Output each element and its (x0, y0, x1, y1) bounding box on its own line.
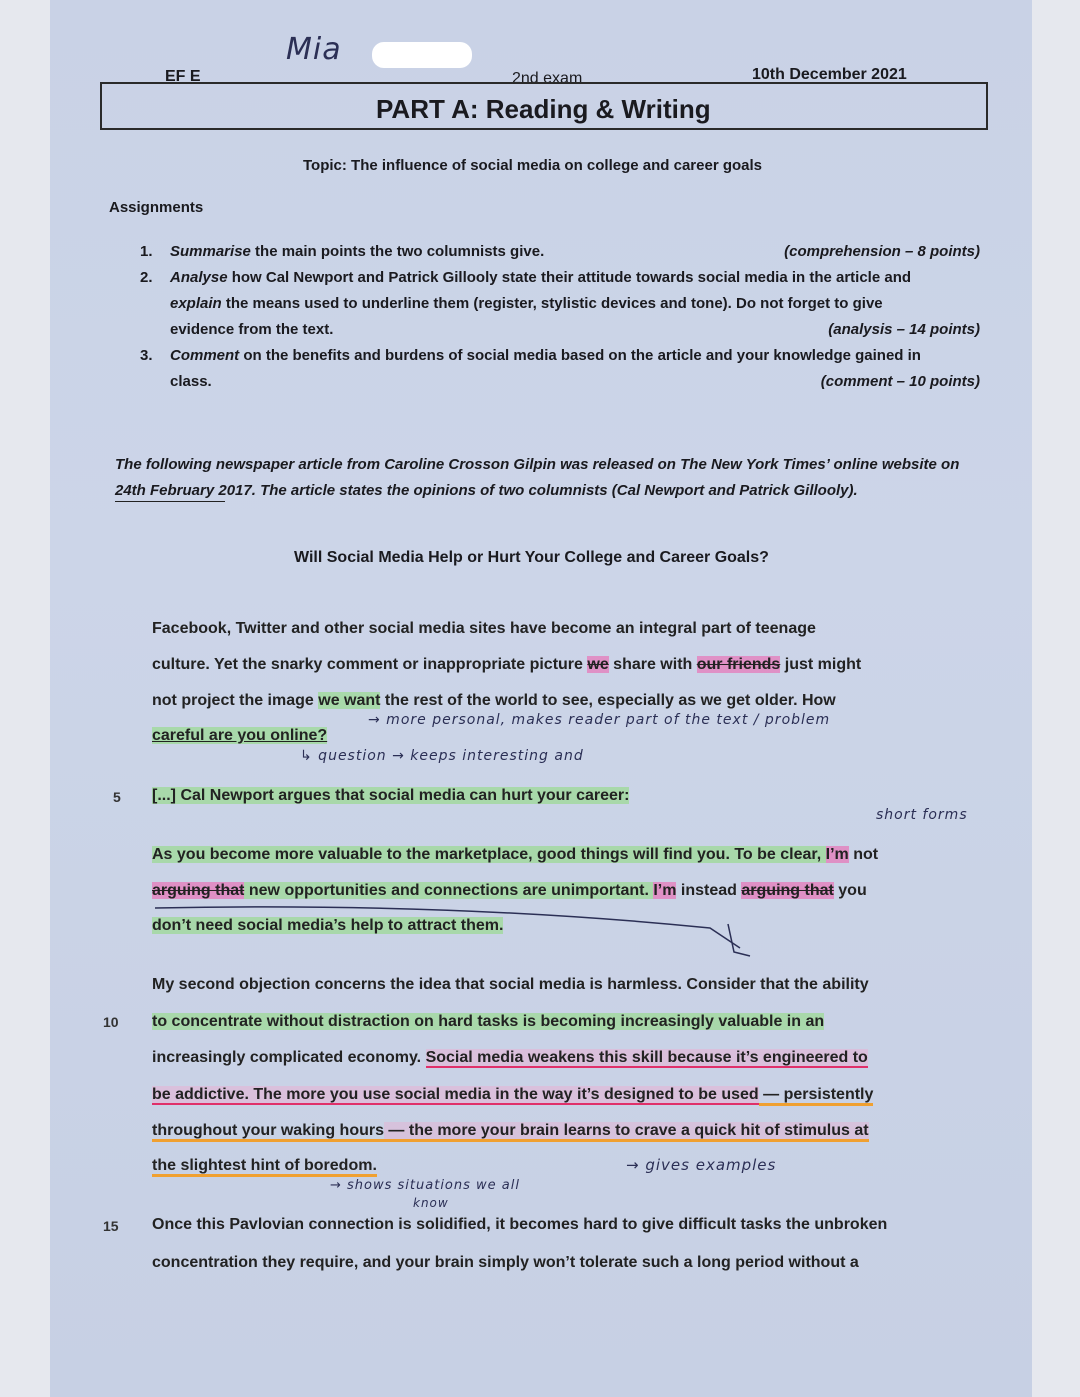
article-line: As you become more valuable to the marketplace, good things will find you. To be clear, I’m not (152, 846, 879, 863)
margin-note: → gives examples (626, 1156, 777, 1174)
article-line: culture. Yet the snarky comment or inappropriate picture we share with our friends just might (152, 656, 862, 673)
assignment-list (140, 239, 980, 395)
exam-label: 2nd exam (512, 70, 583, 87)
article-line: to concentrate without distraction on hard tasks is becoming increasingly valuable in an (152, 1013, 825, 1030)
article-line: arguing that new opportunities and connections are unimportant. I’m instead arguing that you (152, 882, 867, 899)
redaction-blot (372, 42, 472, 68)
margin-note: → more personal, makes reader part of the text / problem (368, 712, 831, 728)
line-number: 10 (103, 1014, 119, 1030)
assignments-heading: Assignments (109, 199, 204, 216)
margin-note: ↳ question → keeps interesting and (300, 748, 584, 764)
assignment-2: 2. Analyse how Cal Newport and Patrick Gillooly state their attitude towards social media in the article and (140, 269, 912, 286)
assignment-3: 3. Comment on the benefits and burdens of social media based on the article and your knowledge gained in (140, 347, 921, 364)
intro-line-1: The following newspaper article from Caroline Crosson Gilpin was released on The New York Times’ online website on (115, 456, 960, 473)
line-number: 15 (103, 1218, 119, 1234)
article-line: not project the image we want the rest of the world to see, especially as we get older. How (152, 692, 836, 709)
article-line: Facebook, Twitter and other social media sites have become an integral part of teenage (152, 620, 816, 637)
article-line: throughout your waking hours — the more your brain learns to crave a quick hit of stimulus at (152, 1122, 869, 1140)
pen-stroke-line (155, 907, 740, 948)
margin-note: → shows situations we all (330, 1178, 520, 1193)
article-line: careful are you online? (152, 727, 328, 744)
article-line: Once this Pavlovian connection is solidified, it becomes hard to give difficult tasks the unbroken (152, 1216, 888, 1233)
pen-stroke (150, 900, 770, 970)
handwritten-name: Mia (286, 32, 342, 67)
assignment-2-line2: explain the means used to underline them (register, stylistic devices and tone). Do not forget to give (170, 295, 883, 312)
intro-line-2: 24th February 2017. The article states the opinions of two columnists (Cal Newport and Patrick Gillooly). (115, 482, 858, 499)
assignment-1: 1. Summarise the main points the two columnists give. (comprehension – 8 points) (140, 243, 980, 260)
article-line: be addictive. The more you use social media in the way it’s designed to be used — persistently (152, 1086, 873, 1104)
part-title: PART A: Reading & Writing (376, 94, 711, 124)
article-title: Will Social Media Help or Hurt Your College and Career Goals? (294, 549, 769, 566)
article-line: [...] Cal Newport argues that social media can hurt your career: (152, 787, 630, 804)
article-line: don’t need social media’s help to attract them. (152, 917, 504, 934)
assignment-2-line3: evidence from the text. (analysis – 14 points) (170, 321, 980, 338)
margin-note: know (413, 1196, 449, 1210)
class-label: EF E (165, 68, 201, 85)
article-line: concentration they require, and your brain simply won’t tolerate such a long period without a (152, 1254, 859, 1271)
line-number: 5 (113, 789, 121, 805)
article-line: My second objection concerns the idea that social media is harmless. Consider that the ability (152, 976, 869, 993)
intro-underline (115, 500, 225, 502)
pen-stroke-arrow (728, 924, 750, 956)
margin-note: short forms (876, 807, 968, 823)
topic: Topic: The influence of social media on college and career goals (303, 157, 763, 174)
exam-date: 10th December 2021 (752, 66, 907, 83)
assignment-3-line2: class. (comment – 10 points) (170, 373, 980, 390)
article-line: increasingly complicated economy. Social media weakens this skill because it’s engineered to (152, 1049, 868, 1066)
article-line: the slightest hint of boredom. (152, 1157, 377, 1175)
